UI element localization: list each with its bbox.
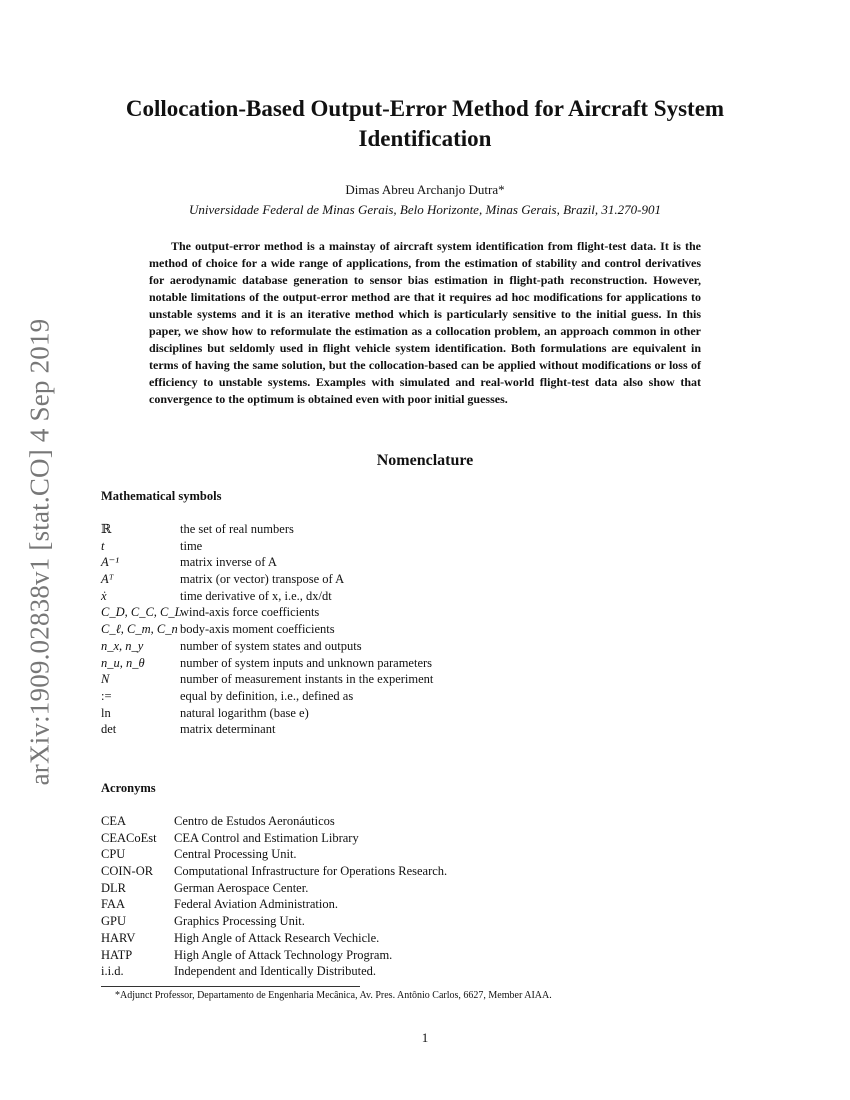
list-item — [101, 655, 601, 672]
symbol: ẋ — [101, 588, 107, 603]
author-name: Dimas Abreu Archanjo Dutra* — [345, 182, 505, 197]
symbol: C_ℓ, C_m, C_n — [101, 622, 178, 637]
definition: wind-axis force coefficients — [180, 605, 320, 620]
list-item — [101, 846, 601, 863]
symbol: N — [101, 672, 110, 687]
acronym: i.i.d. — [101, 964, 124, 979]
symbol: t — [101, 538, 105, 553]
arxiv-identifier[interactable]: arXiv:1909.02838v1 [stat.CO] 4 Sep 2019 — [24, 318, 55, 786]
symbol-list — [101, 521, 601, 738]
symbol: n_u, n_θ — [101, 655, 145, 670]
list-item — [101, 705, 601, 722]
definition: number of system inputs and unknown parameters — [180, 655, 433, 670]
paper-title: Collocation-Based Output-Error Method for Aircraft System Identification — [125, 96, 725, 151]
list-item — [101, 688, 601, 705]
list-item — [101, 604, 601, 621]
symbol: ℝ — [101, 522, 112, 536]
acronym-expansion: Computational Infrastructure for Operations Research. — [174, 864, 448, 879]
acronym-expansion: German Aerospace Center. — [174, 880, 309, 895]
acronym: FAA — [101, 897, 126, 912]
definition: number of measurement instants in the experiment — [180, 672, 434, 687]
list-item — [101, 638, 601, 655]
list-item — [101, 621, 601, 638]
list-item — [101, 813, 601, 830]
list-item — [101, 721, 601, 738]
acronym: CPU — [101, 847, 126, 862]
symbol: C_D, C_C, C_L — [101, 605, 182, 620]
definition: time — [180, 538, 203, 553]
acronym-expansion: Centro de Estudos Aeronáuticos — [174, 814, 335, 828]
definition: body-axis moment coefficients — [180, 622, 335, 637]
abstract: The output-error method is a mainstay of aircraft system identification from flight-test data. It is the method of choice for a wide range of applications, from the estimation of stability and control derivatives for aerodynamic database generation to sensor bias estimation in flight-path reconstruction. However, notable limitations of the output-error method are that it requires ad hoc modifications for applications to unstable systems and it is an iterative method which is particularly sensitive to the initial guess. In this paper, we show how to reformulate the estimation as a collocation problem, an approach common in other disciplines but seldomly used in flight vehicle system identification. Both formulations are equivalent in terms of having the same solution, but the collocation-based can be applied without modifications or loss of efficiency to unstable systems. Examples with simulated and real-world flight-test data also show that convergence to the optimum is obtained even with poor initial guesses. — [149, 239, 701, 406]
symbol: Aᵀ — [101, 572, 114, 587]
page-number: 1 — [421, 1030, 429, 1045]
definition: matrix (or vector) transpose of A — [180, 572, 345, 587]
acronym-expansion: Independent and Identically Distributed. — [174, 964, 377, 979]
acronym-expansion: High Angle of Attack Research Vechicle. — [174, 930, 380, 945]
acronym-expansion: High Angle of Attack Technology Program. — [174, 947, 393, 962]
symbol: ln — [101, 705, 111, 720]
list-item — [101, 896, 601, 913]
symbol: := — [101, 688, 112, 703]
symbol: A⁻¹ — [101, 555, 119, 570]
definition: the set of real numbers — [180, 522, 294, 536]
list-item — [101, 538, 601, 555]
acronym-expansion: Federal Aviation Administration. — [174, 897, 338, 912]
symbol: det — [101, 722, 117, 737]
acronym-list — [101, 813, 601, 980]
acronym-expansion: Central Processing Unit. — [174, 847, 297, 862]
list-item — [101, 930, 601, 947]
acronym: COIN-OR — [101, 864, 154, 879]
footnote-divider — [101, 986, 360, 987]
nomenclature-heading: Nomenclature — [376, 452, 474, 469]
list-item — [101, 963, 601, 980]
definition: time derivative of x, i.e., dx/dt — [180, 588, 332, 603]
acronym: DLR — [101, 880, 126, 895]
definition: natural logarithm (base e) — [180, 705, 309, 720]
symbol: n_x, n_y — [101, 638, 144, 653]
footnote: *Adjunct Professor, Departamento de Engenharia Mecânica, Av. Pres. Antônio Carlos, 6627, Member AIAA. — [115, 990, 552, 1001]
list-item — [101, 554, 601, 571]
acronym-expansion: CEA Control and Estimation Library — [174, 830, 359, 845]
list-item — [101, 913, 601, 930]
list-item — [101, 880, 601, 897]
acronym: GPU — [101, 914, 127, 929]
acronym: HARV — [101, 930, 136, 945]
acronym: HATP — [101, 947, 133, 962]
list-item — [101, 863, 601, 880]
acronyms-heading: Acronyms — [101, 781, 156, 795]
list-item — [101, 947, 601, 964]
definition: matrix inverse of A — [180, 555, 277, 570]
list-item — [101, 830, 601, 847]
definition: number of system states and outputs — [180, 638, 362, 653]
acronym: CEA — [101, 814, 126, 828]
list-item — [101, 571, 601, 588]
acronym: CEACoEst — [101, 830, 157, 845]
math-symbols-heading: Mathematical symbols — [101, 489, 222, 503]
definition: matrix determinant — [180, 722, 276, 737]
definition: equal by definition, i.e., defined as — [180, 688, 354, 703]
author-affiliation: Universidade Federal de Minas Gerais, Belo Horizonte, Minas Gerais, Brazil, 31.270-901 — [189, 202, 661, 217]
list-item — [101, 588, 601, 605]
list-item — [101, 521, 601, 538]
list-item — [101, 671, 601, 688]
acronym-expansion: Graphics Processing Unit. — [174, 914, 305, 929]
